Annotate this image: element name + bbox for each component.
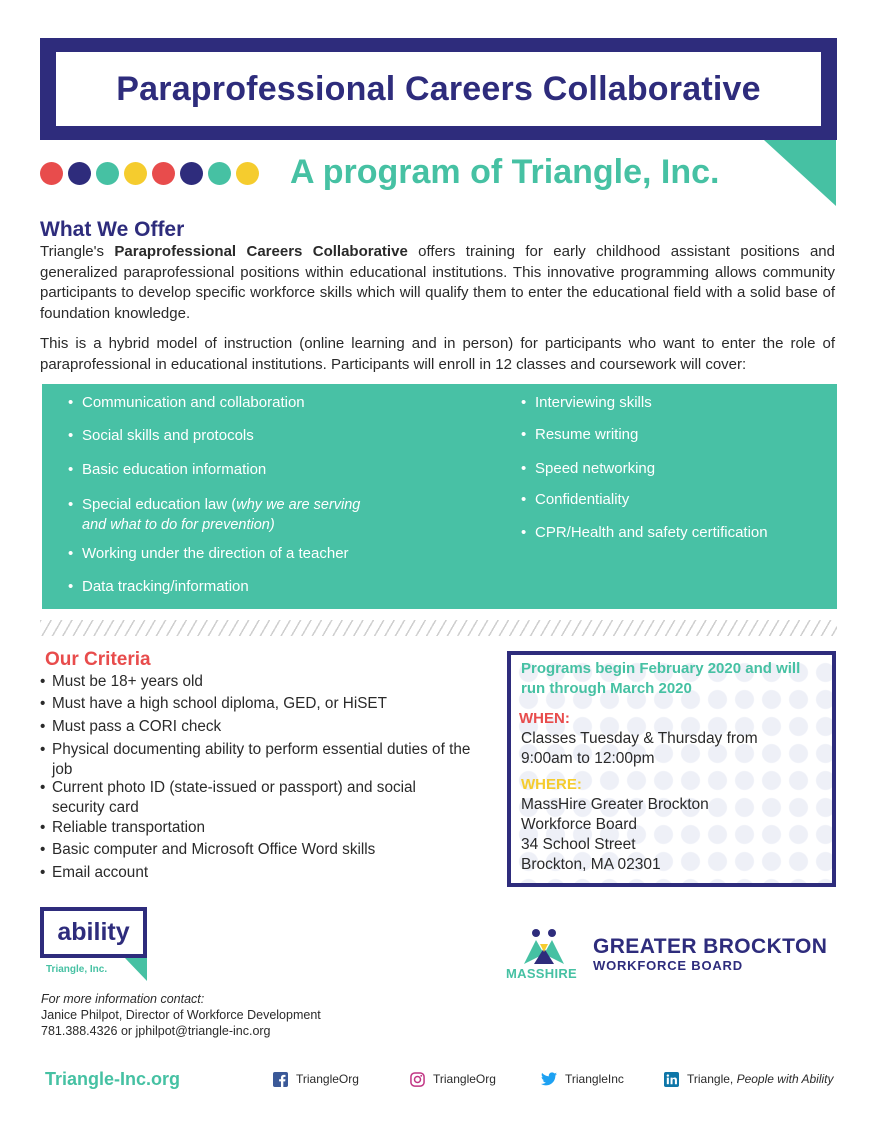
instagram-handle: TriangleOrg — [433, 1072, 496, 1086]
list-item: • Reliable transportation — [40, 818, 472, 838]
masshire-logo-icon — [520, 928, 568, 966]
title-inner-box — [56, 52, 821, 126]
facebook-handle: TriangleOrg — [296, 1072, 359, 1086]
twitter-link[interactable] — [541, 1071, 624, 1087]
title-banner — [40, 38, 837, 140]
color-dot — [40, 162, 63, 185]
color-dot — [68, 162, 91, 185]
criteria-heading: Our Criteria — [45, 649, 151, 670]
where-text-4: Brockton, MA 02301 — [521, 856, 661, 873]
workforce-board-subtitle: WORKFORCE BOARD — [593, 958, 743, 973]
list-item: • Basic education information — [68, 461, 266, 478]
ability-logo-subtext: Triangle, Inc. — [46, 964, 108, 975]
when-text-2: 9:00am to 12:00pm — [521, 750, 655, 767]
ability-logo: ability — [40, 907, 147, 958]
hatch-divider — [40, 620, 837, 636]
instagram-icon — [409, 1071, 425, 1087]
facebook-link[interactable] — [272, 1071, 359, 1087]
list-item: • Working under the direction of a teacher — [68, 545, 349, 562]
twitter-icon — [541, 1071, 557, 1087]
color-dot — [208, 162, 231, 185]
masshire-wordmark: MASSHIRE — [506, 966, 578, 981]
page-subtitle: A program of Triangle, Inc. — [290, 153, 720, 191]
contact-phone-email: 781.388.4326 or jphilpot@triangle-inc.org — [41, 1024, 271, 1038]
list-item: • Must be 18+ years old — [40, 672, 472, 692]
offer-paragraph-1: Triangle's Paraprofessional Careers Collaborative offers training for early childhood assistant positions and generalized paraprofessional positions within educational institutions. This innovative programming allows community participants to develop specific workforce skills which will qualify them to enter the educational field with a solid base of foundation knowledge. — [40, 243, 835, 322]
greater-brockton-title: GREATER BROCKTON — [593, 935, 828, 958]
list-item: • Basic computer and Microsoft Office Word skills — [40, 840, 472, 860]
list-item: • Email account — [40, 863, 472, 883]
when-label: WHEN: — [519, 710, 570, 727]
offer-paragraph-2: This is a hybrid model of instruction (online learning and in person) for participants who want to enter the role of paraprofessional in educational institutions. Participants will enroll in 12 classes and coursework will cover: — [40, 335, 835, 373]
list-item: • Communication and collaboration — [68, 394, 305, 411]
where-text-1: MassHire Greater Brockton — [521, 796, 709, 813]
instagram-link[interactable] — [409, 1071, 496, 1087]
color-dot — [180, 162, 203, 185]
twitter-handle: TriangleInc — [565, 1072, 624, 1086]
list-item: • Speed networking — [521, 460, 655, 477]
when-text-1: Classes Tuesday & Thursday from — [521, 730, 758, 747]
where-label: WHERE: — [521, 776, 582, 793]
program-dates: Programs begin February 2020 and will run through March 2020 — [521, 660, 801, 697]
color-dots — [40, 162, 259, 185]
list-item: • Must pass a CORI check — [40, 717, 472, 737]
color-dot — [124, 162, 147, 185]
list-item: • Resume writing — [521, 426, 638, 443]
list-item: • Data tracking/information — [68, 578, 249, 595]
offer-heading: What We Offer — [40, 218, 185, 241]
list-item: • Current photo ID (state-issued or passport) and social security card — [40, 778, 472, 818]
list-item: • Special education law (why we are serving and what to do for prevention) — [68, 495, 360, 535]
color-dot — [96, 162, 119, 185]
website-link[interactable]: Triangle-Inc.org — [45, 1069, 181, 1089]
linkedin-link[interactable] — [663, 1071, 834, 1087]
color-dot — [236, 162, 259, 185]
linkedin-icon — [663, 1071, 679, 1087]
color-dot — [152, 162, 175, 185]
corner-triangle — [764, 140, 836, 206]
list-item: • CPR/Health and safety certification — [521, 524, 768, 541]
contact-info — [41, 991, 321, 1039]
contact-name: Janice Philpot, Director of Workforce Development — [41, 1008, 321, 1022]
page-title: Paraprofessional Careers Collaborative — [116, 69, 761, 108]
ability-logo-triangle — [125, 958, 147, 981]
linkedin-handle: Triangle, People with Ability — [687, 1072, 834, 1086]
list-item: • Interviewing skills — [521, 394, 652, 411]
program-info-box — [507, 651, 836, 887]
contact-intro: For more information contact: — [41, 992, 205, 1006]
list-item: • Physical documenting ability to perform essential duties of the job — [40, 740, 472, 780]
list-item: • Must have a high school diploma, GED, or HiSET — [40, 694, 472, 714]
program-name-bold: Paraprofessional Careers Collaborative — [114, 243, 408, 260]
where-text-3: 34 School Street — [521, 836, 636, 853]
where-text-2: Workforce Board — [521, 816, 638, 833]
facebook-icon — [272, 1071, 288, 1087]
coursework-box — [42, 384, 837, 609]
list-item: • Social skills and protocols — [68, 427, 254, 444]
list-item: • Confidentiality — [521, 491, 629, 508]
